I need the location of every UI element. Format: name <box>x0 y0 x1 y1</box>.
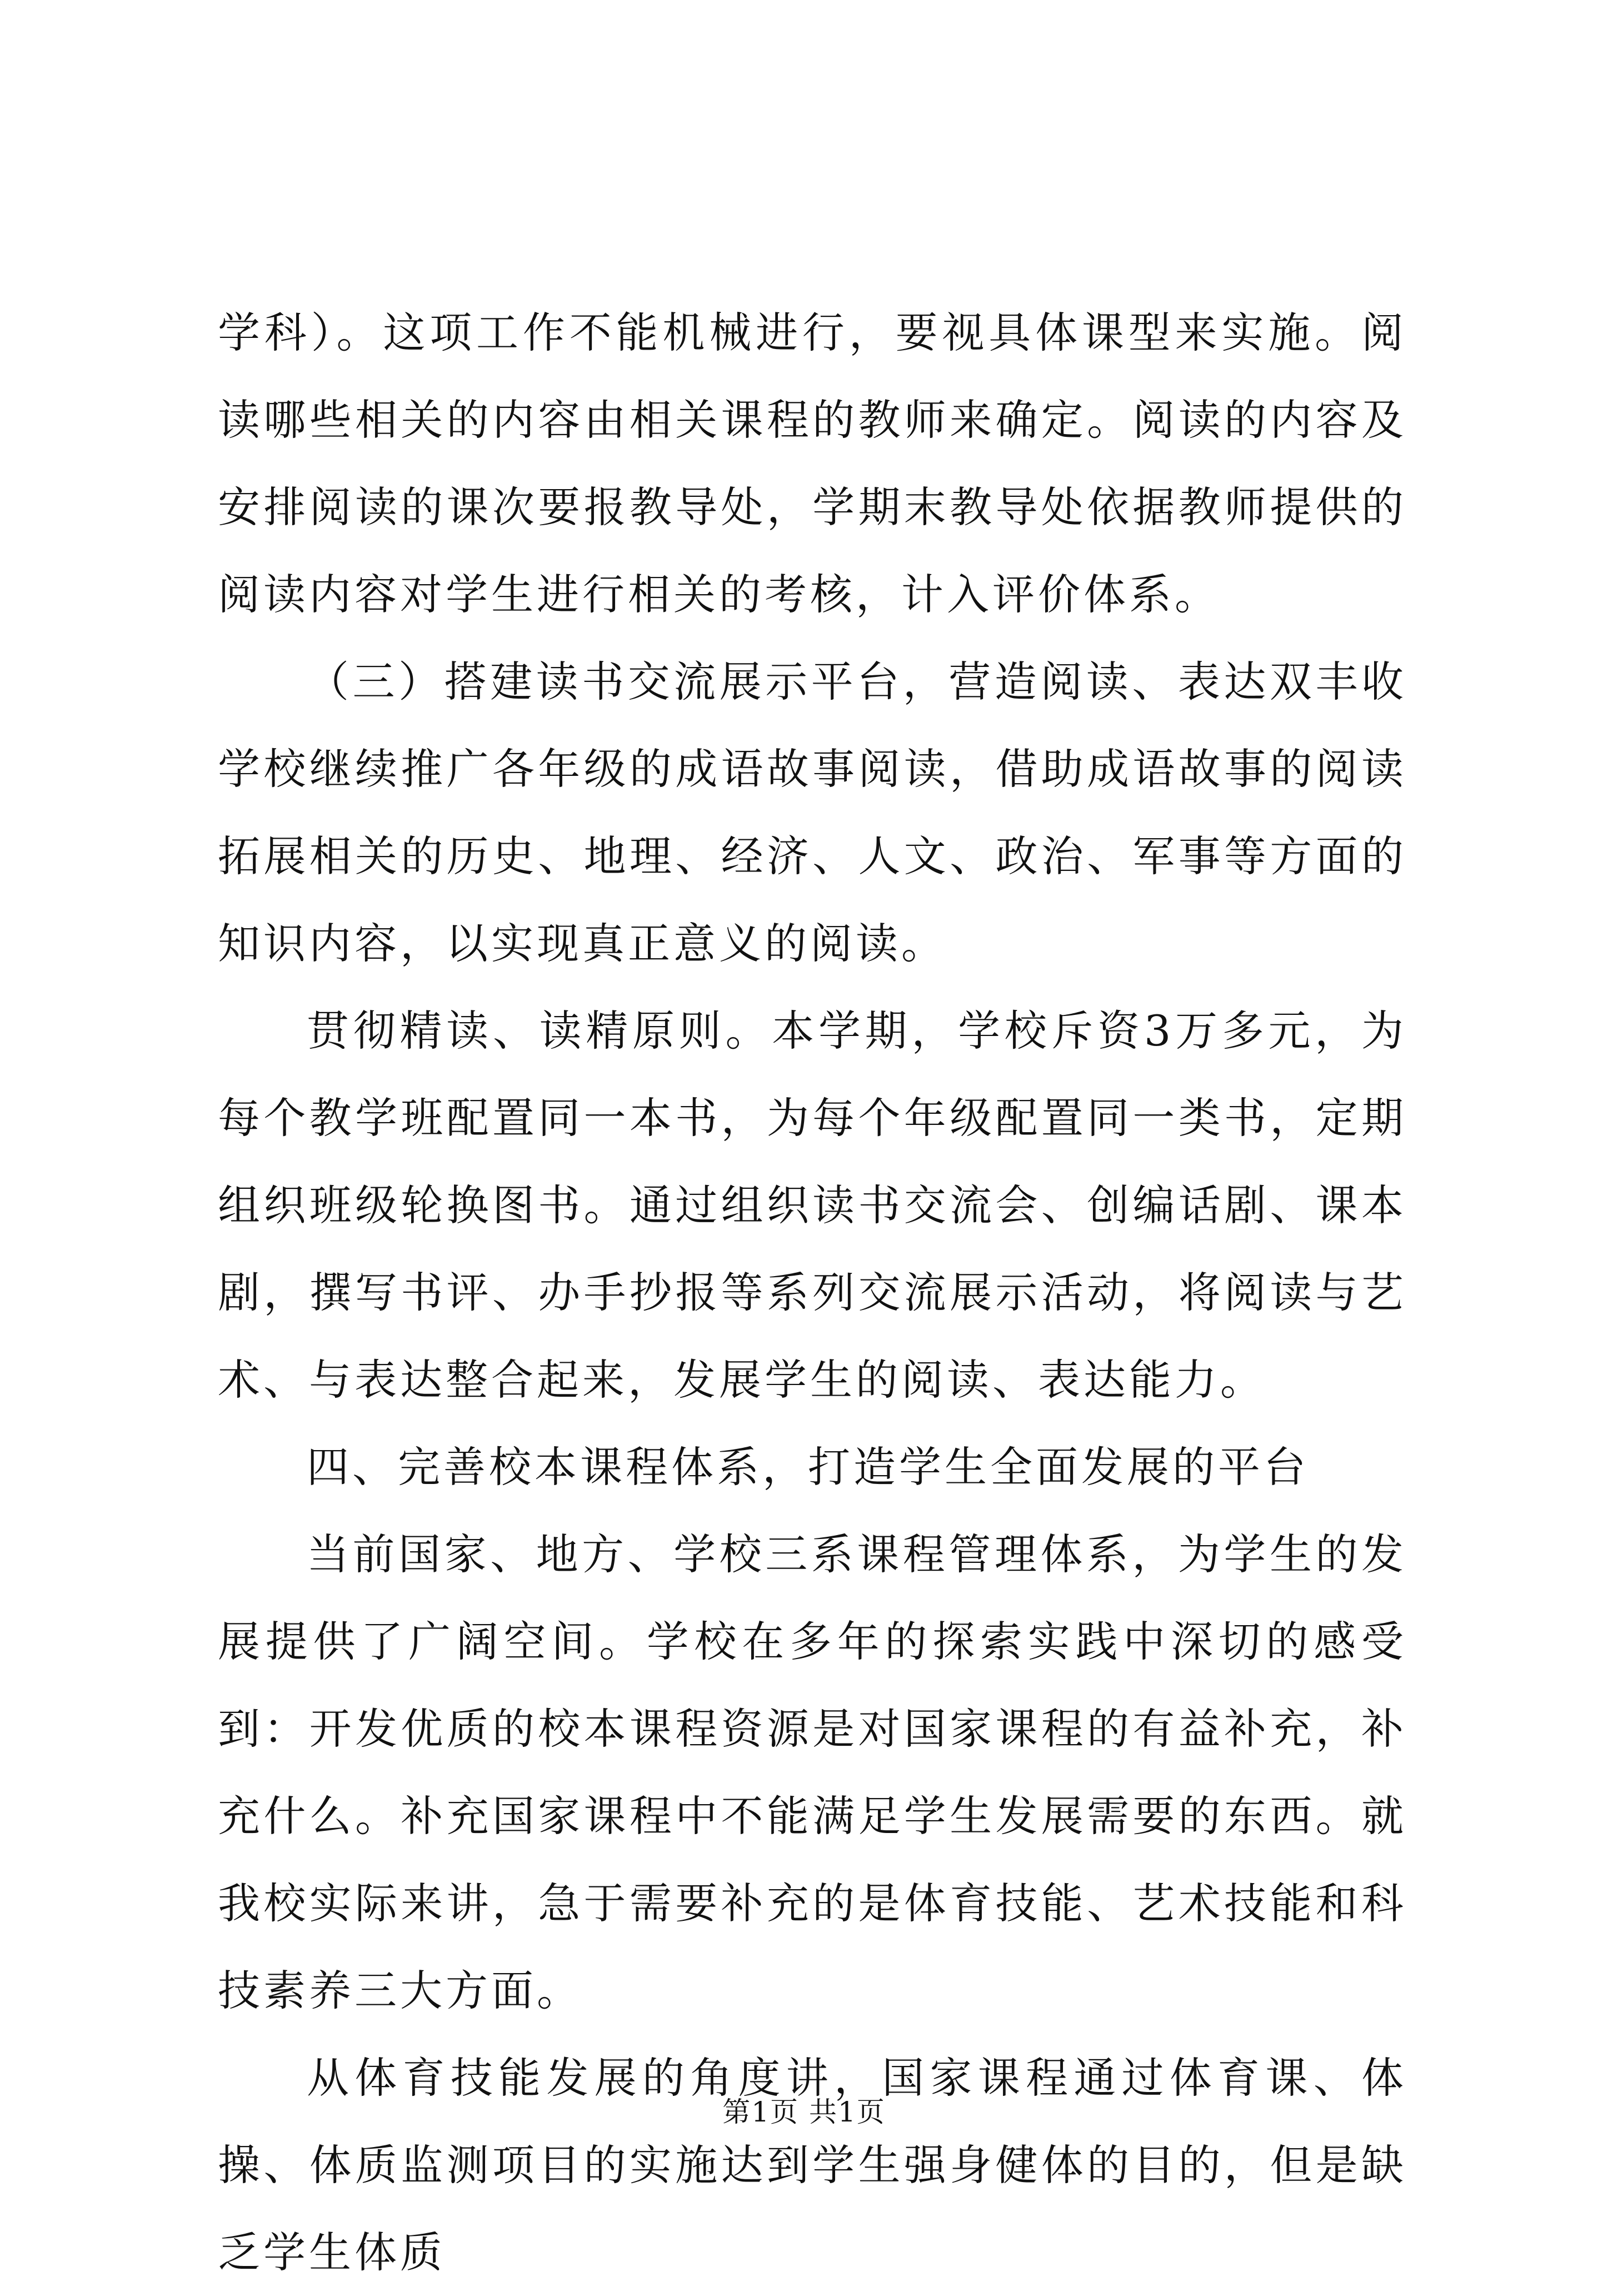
page-footer: 第1页 共1页 <box>722 2096 886 2128</box>
paragraph-1: 学科）。这项工作不能机械进行，要视具体课型来实施。阅读哪些相关的内容由相关课程的教师来确定。阅读的内容及安排阅读的课次要报教导处，学期末教导处依据教师提供的阅读内容对学生进行相关的考核，计入评价体系。 <box>218 308 1407 619</box>
paragraph-2: （三）搭建读书交流展示平台，营造阅读、表达双丰收学校继续推广各年级的成语故事阅读，借助成语故事的阅读拓展相关的历史、地理、经济、人文、政治、军事等方面的知识内容，以实现真正意义的阅读。 <box>218 657 1407 968</box>
paragraph-3: 贯彻精读、读精原则。本学期，学校斥资3万多元，为每个教学班配置同一本书，为每个年级配置同一类书，定期组织班级轮换图书。通过组织读书交流会、创编话剧、课本剧，撰写书评、办手抄报等系列交流展示活动，将阅读与艺术、与表达整合起来，发展学生的阅读、表达能力。 <box>218 1006 1407 1405</box>
section-heading: 四、完善校本课程体系，打造学生全面发展的平台 <box>307 1442 1309 1492</box>
paragraph-6: 从体育技能发展的角度讲，国家课程通过体育课、体操、体质监测项目的实施达到学生强身健体的目的，但是缺乏学生体质 <box>218 2053 1407 2277</box>
paragraph-5: 当前国家、地方、学校三系课程管理体系，为学生的发展提供了广阔空间。学校在多年的探索实践中深切的感受到：开发优质的校本课程资源是对国家课程的有益补充，补充什么。补充国家课程中不能满足学生发展需要的东西。就我校实际来讲，急于需要补充的是体育技能、艺术技能和科技素养三大方面。 <box>218 1530 1407 2015</box>
document-body <box>218 289 1407 2296</box>
